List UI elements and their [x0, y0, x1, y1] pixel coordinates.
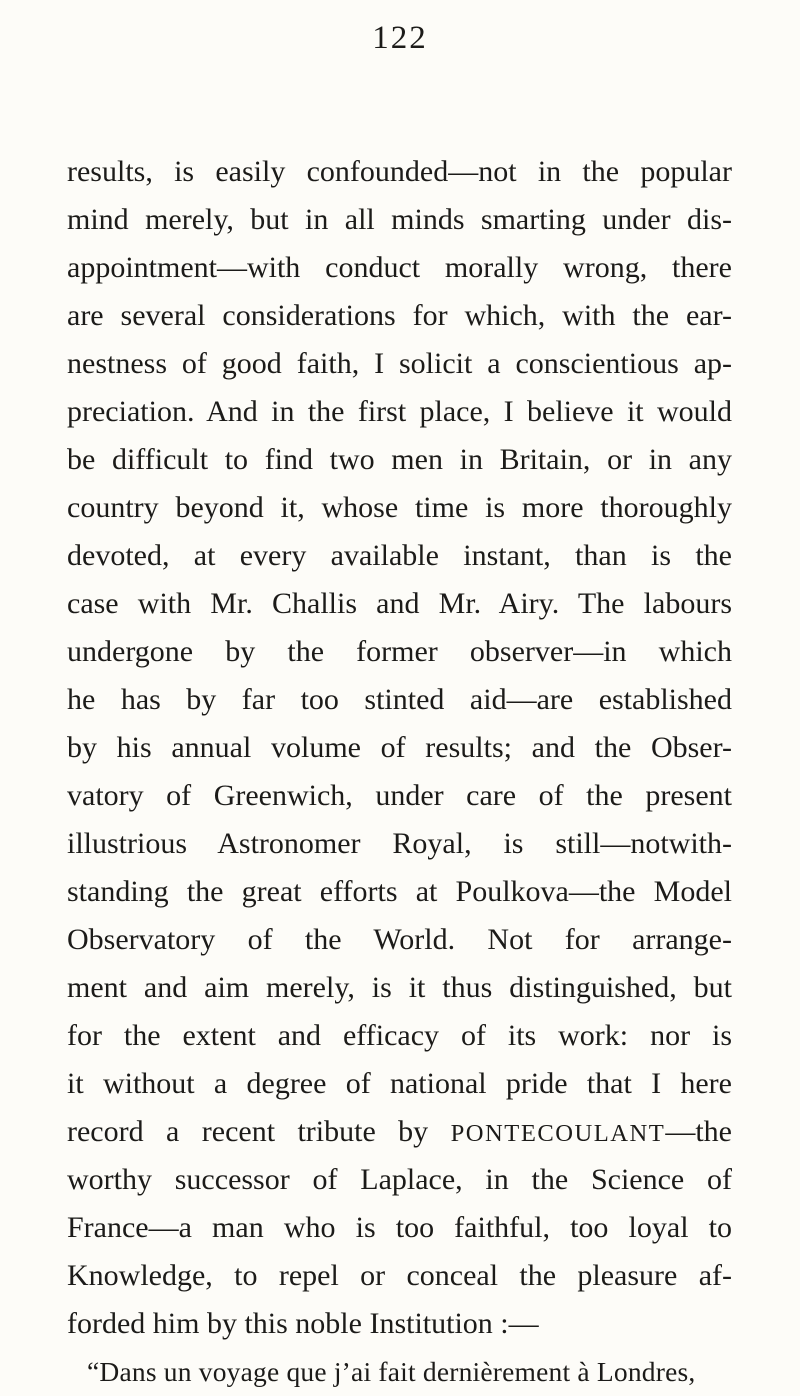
- text-line: results, is easily confounded—not in the popular: [67, 155, 732, 188]
- text-line: he has by far too stinted aid—are established: [67, 683, 732, 716]
- text-line: France—a man who is too faithful, too loyal to: [67, 1211, 732, 1244]
- text-line: country beyond it, whose time is more thoroughly: [67, 491, 732, 524]
- text-line: preciation. And in the first place, I believe it would: [67, 395, 732, 428]
- text-line: standing the great efforts at Poulkova—the Model: [67, 875, 732, 908]
- text-line: it without a degree of national pride that I here: [67, 1067, 732, 1100]
- text-line: vatory of Greenwich, under care of the present: [67, 779, 732, 812]
- text-line-with-name: [67, 1108, 732, 1156]
- text-line: worthy successor of Laplace, in the Science of: [67, 1163, 732, 1196]
- text-line: case with Mr. Challis and Mr. Airy. The labours: [67, 587, 732, 620]
- text-line: mind merely, but in all minds smarting under dis-: [67, 203, 732, 236]
- author-name-smallcaps: PONTECOULANT: [450, 1120, 666, 1147]
- line-text-before: record a recent tribute by: [67, 1115, 451, 1148]
- line-text-after: —the: [665, 1115, 732, 1148]
- text-line: illustrious Astronomer Royal, is still—notwith-: [67, 827, 732, 860]
- text-line: Observatory of the World. Not for arrange-: [67, 923, 732, 956]
- text-line: undergone by the former observer—in which: [67, 635, 732, 668]
- text-line: be difficult to find two men in Britain, or in any: [67, 443, 732, 476]
- text-line: forded him by this noble Institution :—: [67, 1307, 539, 1340]
- body-text: [67, 148, 732, 1396]
- page-number: 122: [372, 20, 428, 56]
- text-line: appointment—with conduct morally wrong, there: [67, 251, 732, 284]
- text-line: devoted, at every available instant, than is the: [67, 539, 732, 572]
- text-line: Knowledge, to repel or conceal the pleasure af-: [67, 1259, 732, 1292]
- text-line: ment and aim merely, is it thus distinguished, but: [67, 971, 732, 1004]
- text-line: for the extent and efficacy of its work: nor is: [67, 1019, 732, 1052]
- text-line: are several considerations for which, with the ear-: [67, 299, 732, 332]
- text-line: by his annual volume of results; and the Obser-: [67, 731, 732, 764]
- quoted-french-text: “Dans un voyage que j’ai fait dernièrement à Londres,: [87, 1356, 696, 1387]
- text-line: nestness of good faith, I solicit a conscientious ap-: [67, 347, 732, 380]
